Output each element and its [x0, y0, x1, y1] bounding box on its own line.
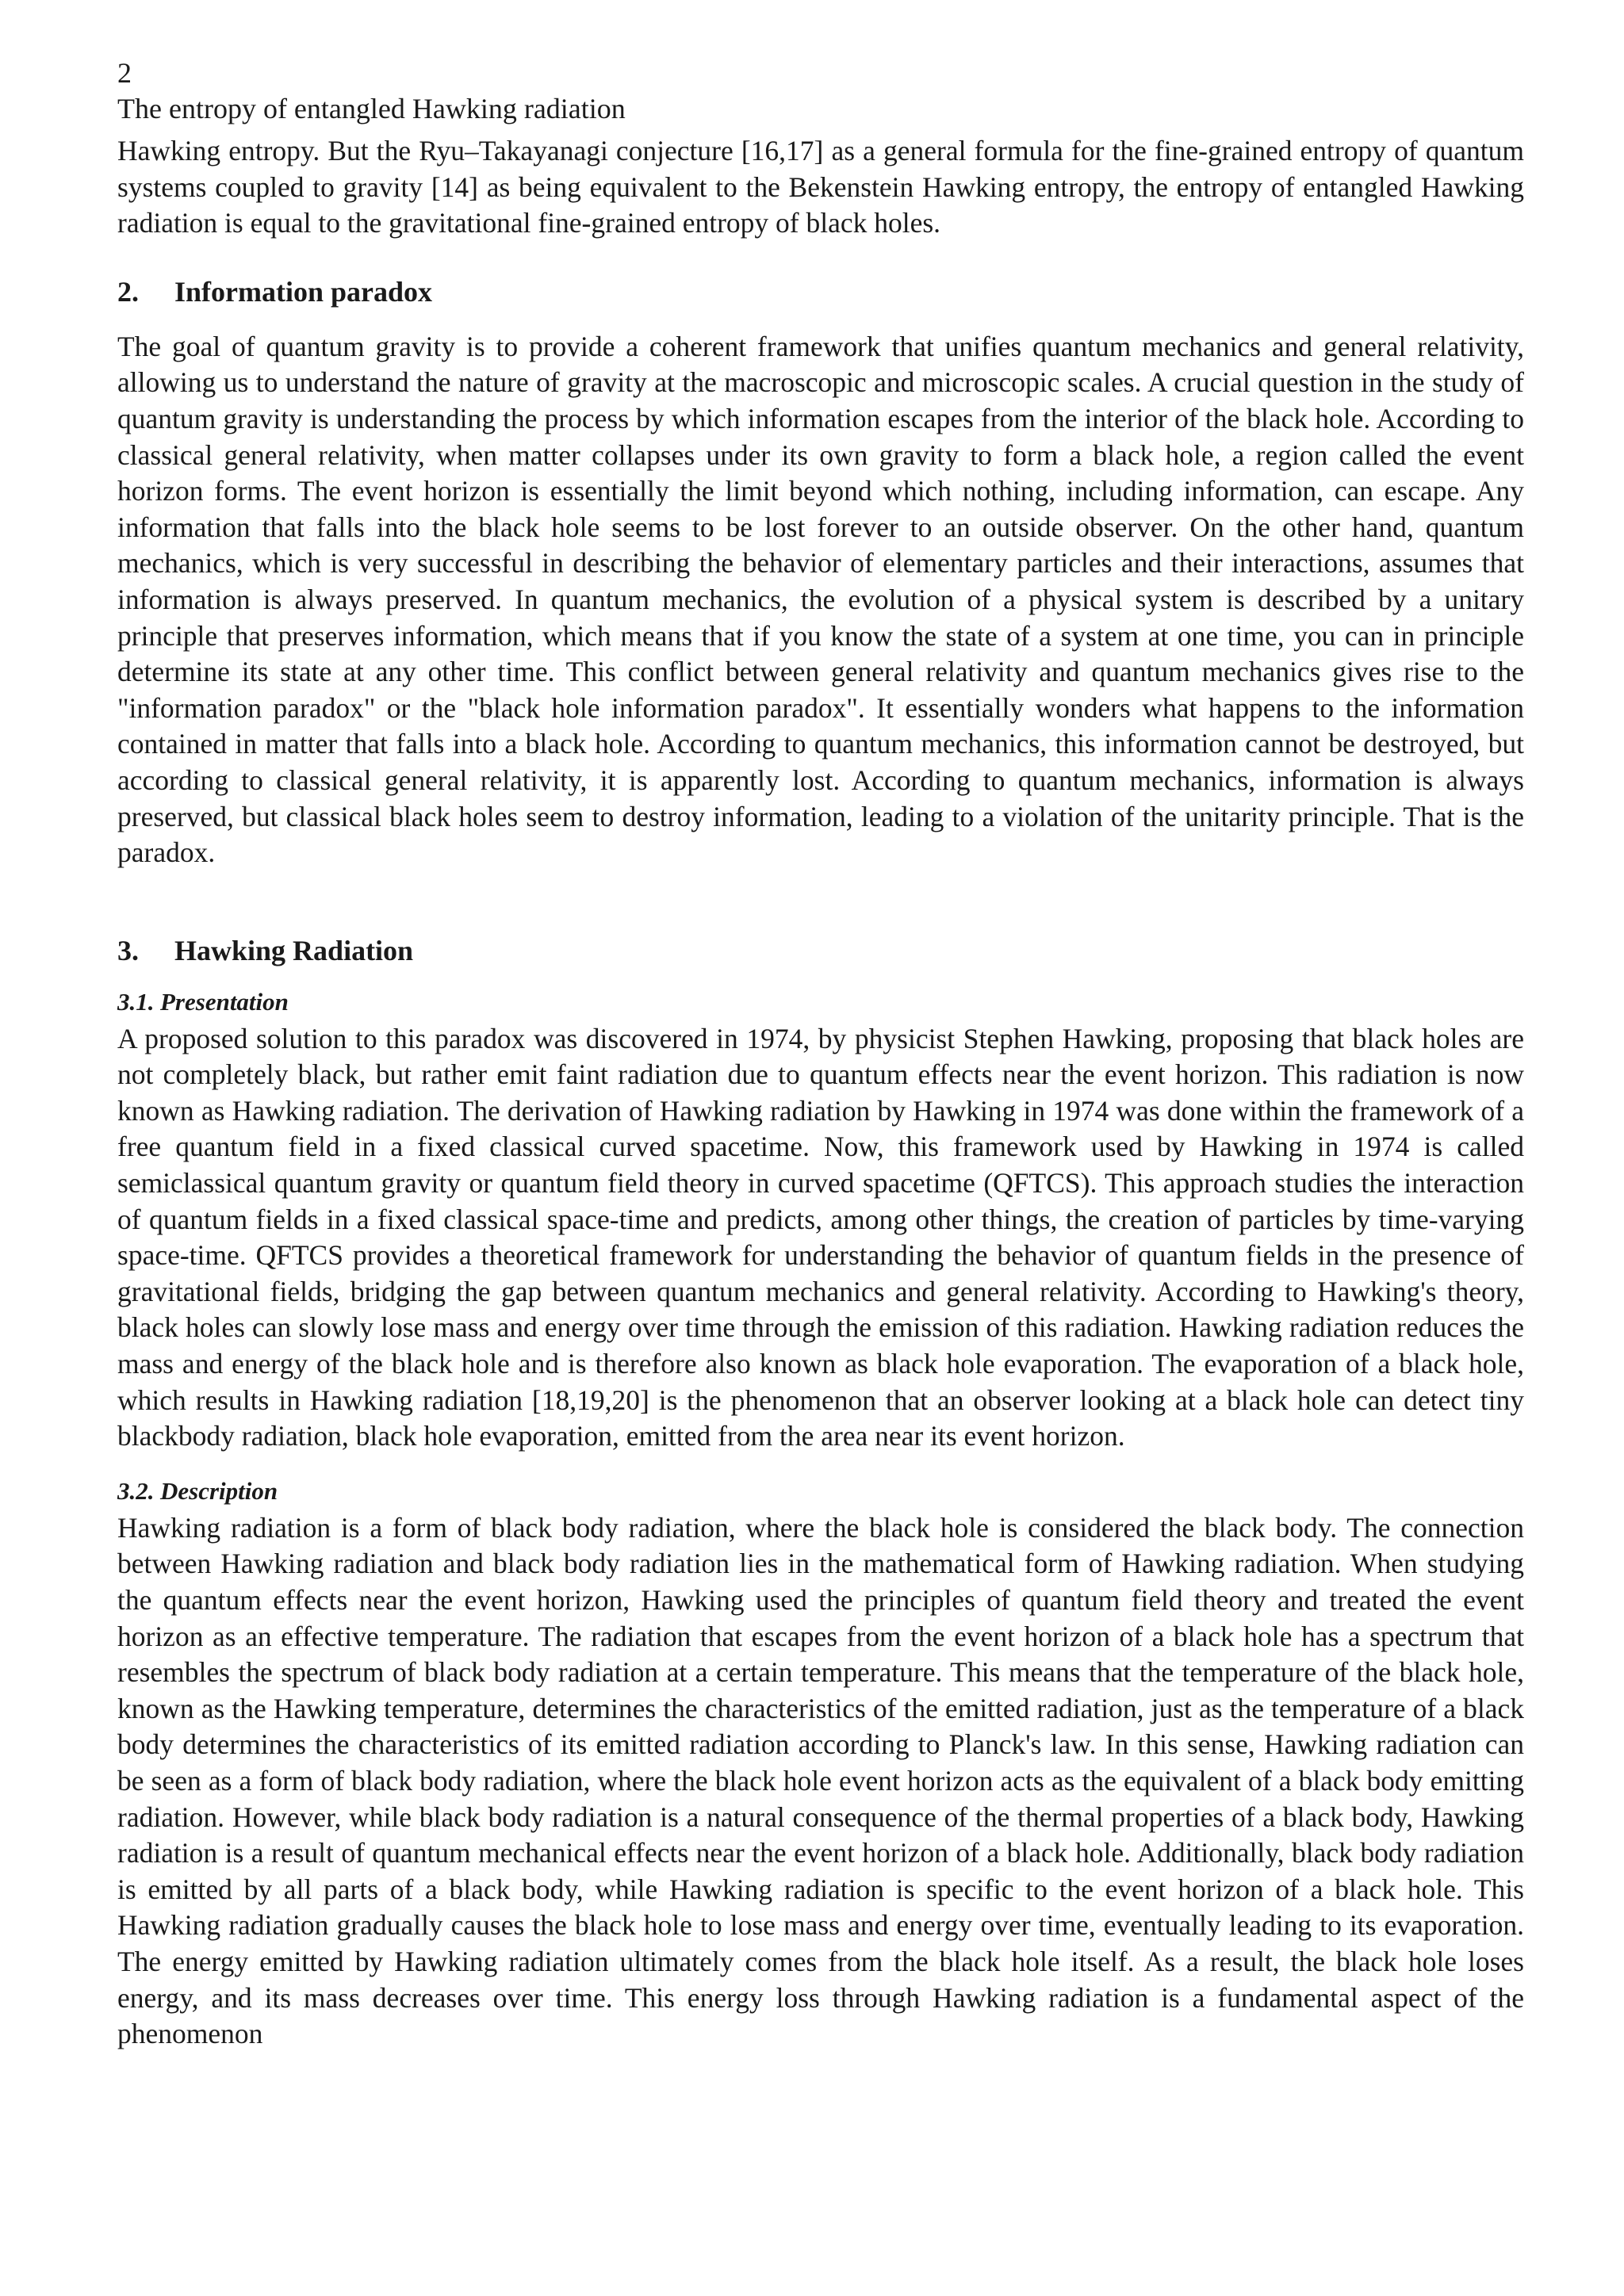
subsection-title: Description [160, 1476, 278, 1505]
section-heading-information-paradox [117, 274, 1524, 310]
intro-paragraph: Hawking entropy. But the Ryu–Takayanagi conjecture [16,17] as a general formula for the fine-grained entropy of quantum systems coupled to gravity [14] as being equivalent to the Bekenstein Hawking entropy, the entropy of entangled Hawking radiation is equal to the gravitational fine-grained entropy of black holes. [117, 135, 1524, 239]
subsection-heading-description [117, 1475, 1524, 1507]
section-number: 3. [117, 934, 139, 966]
section-heading-hawking-radiation [117, 932, 1524, 969]
section-title: Information paradox [174, 275, 433, 308]
presentation-paragraph: A proposed solution to this paradox was discovered in 1974, by physicist Stephen Hawking, proposing that black holes are not completely black, but rather emit faint radiation due to quantum effects near the event horizon. This radiation is now known as Hawking radiation. The derivation of Hawking radiation by Hawking in 1974 was done within the framework of a free quantum field in a fixed classical curved spacetime. Now, this framework used by Hawking in 1974 is called semiclassical quantum gravity or quantum field theory in curved spacetime (QFTCS). This approach studies the interaction of quantum fields in a fixed classical space-time and predicts, among other things, the creation of particles by time-varying space-time. QFTCS provides a theoretical framework for understanding the behavior of quantum fields in the presence of gravitational fields, bridging the gap between quantum mechanics and general relativity. According to Hawking's theory, black holes can slowly lose mass and energy over time through the emission of this radiation. Hawking radiation reduces the mass and energy of the black hole and is therefore also known as black hole evaporation. The evaporation of a black hole, which results in Hawking radiation [18,19,20] is the phenomenon that an observer looking at a black hole can detect tiny blackbody radiation, black hole evaporation, emitted from the area near its event horizon. [117, 1022, 1524, 1452]
page-number: 2 [117, 57, 132, 89]
subsection-number: 3.1. [117, 987, 155, 1016]
description-paragraph: Hawking radiation is a form of black body radiation, where the black hole is considered the black body. The connection between Hawking radiation and black body radiation lies in the mathematical form of Hawking radiation. When studying the quantum effects near the event horizon, Hawking used the principles of quantum field theory and treated the event horizon as an effective temperature. The radiation that escapes from the event horizon of a black hole has a spectrum that resembles the spectrum of black body radiation at a certain temperature. This means that the temperature of the black hole, known as the Hawking temperature, determines the characteristics of the emitted radiation, just as the temperature of a black body determines the characteristics of its emitted radiation according to Planck's law. In this sense, Hawking radiation can be seen as a form of black body radiation, where the black hole event horizon acts as the equivalent of a black body emitting radiation. However, while black body radiation is a natural consequence of the thermal properties of a black body, Hawking radiation is a result of quantum mechanical effects near the event horizon of a black hole. Additionally, black body radiation is emitted by all parts of a black body, while Hawking radiation is specific to the event horizon of a black hole. This Hawking radiation gradually causes the black hole to lose mass and energy over time, eventually leading to its evaporation. The energy emitted by Hawking radiation ultimately comes from the black hole itself. As a result, the black hole loses energy, and its mass decreases over time. This energy loss through Hawking radiation is a fundamental aspect of the phenomenon [117, 1511, 1524, 2050]
subsection-title: Presentation [160, 987, 289, 1016]
section-number: 2. [117, 275, 139, 308]
information-paradox-paragraph: The goal of quantum gravity is to provide a coherent framework that unifies quantum mechanics and general relativity, allowing us to understand the nature of gravity at the macroscopic and microscopic scales. A crucial question in the study of quantum gravity is understanding the process by which information escapes from the interior of the black hole. According to classical general relativity, when matter collapses under its own gravity to form a black hole, a region called the event horizon forms. The event horizon is essentially the limit beyond which nothing, including information, can escape. Any information that falls into the black hole seems to be lost forever to an outside observer. On the other hand, quantum mechanics, which is very successful in describing the behavior of elementary particles and their interactions, assumes that information is always preserved. In quantum mechanics, the evolution of a physical system is described by a unitary principle that preserves information, which means that if you know the state of a system at one time, you can in principle determine its state at any other time. This conflict between general relativity and quantum mechanics gives rise to the "information paradox" or the "black hole information paradox". It essentially wonders what happens to the information contained in matter that falls into a black hole. According to quantum mechanics, this information cannot be destroyed, but according to classical general relativity, it is apparently lost. According to quantum mechanics, information is always preserved, but classical black holes seem to destroy information, leading to a violation of the unitarity principle. That is the paradox. [117, 330, 1524, 869]
paper-page [117, 55, 1524, 2053]
subsection-number: 3.2. [117, 1476, 155, 1505]
subsection-heading-presentation [117, 986, 1524, 1018]
running-title: The entropy of entangled Hawking radiation [117, 93, 626, 124]
section-title: Hawking Radiation [174, 934, 414, 966]
